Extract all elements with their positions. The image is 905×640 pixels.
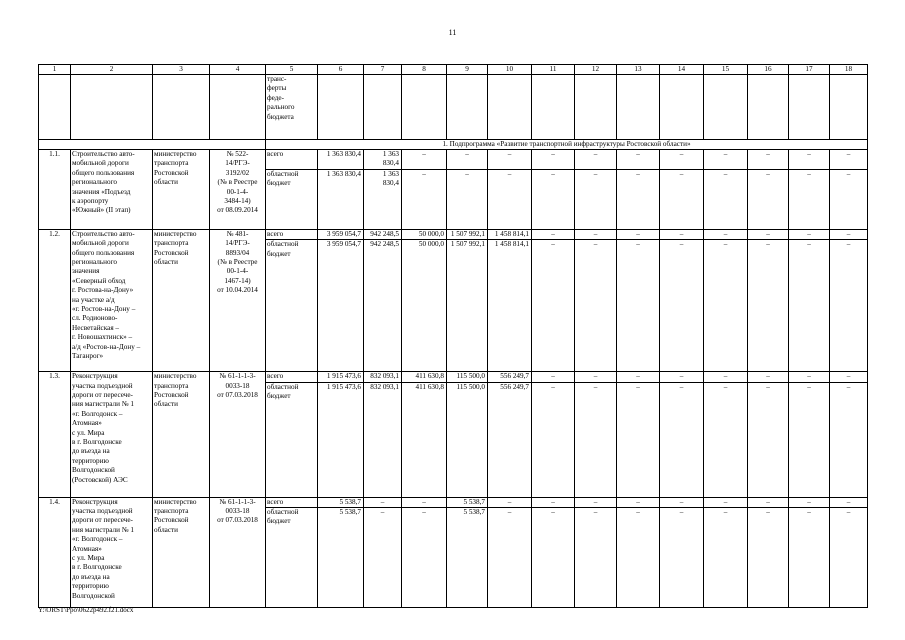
amount-cell: 3 959 054,7 xyxy=(318,240,364,372)
amount-cell: – xyxy=(830,497,868,507)
column-number: 17 xyxy=(789,65,830,75)
amount-cell: 50 000,0 xyxy=(402,229,447,239)
subheader-cell xyxy=(532,75,575,140)
amount-cell: – xyxy=(488,150,532,170)
amount-cell: – xyxy=(660,169,704,229)
amount-cell: – xyxy=(532,150,575,170)
funding-source: всего xyxy=(266,372,318,382)
amount-cell: 1 363 830,4 xyxy=(364,169,402,229)
column-number: 7 xyxy=(364,65,402,75)
amount-cell: – xyxy=(660,150,704,170)
subheader-cell xyxy=(447,75,488,140)
amount-cell: – xyxy=(748,150,789,170)
amount-cell: – xyxy=(488,169,532,229)
subheader-cell xyxy=(660,75,704,140)
subheader-cell: транс- ферты феде- рального бюджета xyxy=(266,75,318,140)
row-number: 1.3. xyxy=(39,372,71,497)
amount-cell: – xyxy=(617,150,660,170)
amount-cell: 1 363 830,4 xyxy=(318,150,364,170)
amount-cell: – xyxy=(830,229,868,239)
amount-cell: – xyxy=(830,382,868,497)
row-number: 1.1. xyxy=(39,150,71,230)
amount-cell: – xyxy=(748,382,789,497)
responsible-org: министерство транспорта Ростовской области xyxy=(153,229,210,371)
amount-cell: – xyxy=(660,229,704,239)
amount-cell: – xyxy=(488,508,532,608)
amount-cell: 1 363 830,4 xyxy=(364,150,402,170)
funding-source: областной бюджет xyxy=(266,169,318,229)
amount-cell: – xyxy=(447,169,488,229)
amount-cell: – xyxy=(532,229,575,239)
amount-cell: 556 249,7 xyxy=(488,372,532,382)
subheader-cell xyxy=(318,75,364,140)
column-number: 9 xyxy=(447,65,488,75)
column-number: 8 xyxy=(402,65,447,75)
amount-cell: 115 500,0 xyxy=(447,382,488,497)
amount-cell: – xyxy=(617,229,660,239)
amount-cell: – xyxy=(617,508,660,608)
header-row xyxy=(39,65,868,75)
table-body xyxy=(39,65,868,608)
amount-cell: – xyxy=(660,240,704,372)
amount-cell: 942 248,5 xyxy=(364,240,402,372)
table-row xyxy=(39,150,868,170)
amount-cell: 3 959 054,7 xyxy=(318,229,364,239)
amount-cell: – xyxy=(748,229,789,239)
amount-cell: 1 915 473,6 xyxy=(318,372,364,382)
amount-cell: – xyxy=(532,372,575,382)
funding-source: областной бюджет xyxy=(266,508,318,608)
amount-cell: – xyxy=(704,372,748,382)
amount-cell: 115 500,0 xyxy=(447,372,488,382)
column-number: 5 xyxy=(266,65,318,75)
amount-cell: – xyxy=(402,150,447,170)
expertise-document: № 481- 14/РГЭ- 8893/04 (№ в Реестре 00-1-4- 1467-14) от 10.04.2014 xyxy=(210,229,266,371)
amount-cell: 942 248,5 xyxy=(364,229,402,239)
amount-cell: – xyxy=(364,497,402,507)
amount-cell: – xyxy=(789,508,830,608)
subheader-cell xyxy=(364,75,402,140)
amount-cell: – xyxy=(532,169,575,229)
subheader-row xyxy=(39,75,868,140)
amount-cell: 5 538,7 xyxy=(447,497,488,507)
amount-cell: 411 630,8 xyxy=(402,372,447,382)
table-row xyxy=(39,229,868,239)
amount-cell: – xyxy=(402,169,447,229)
program-table xyxy=(38,64,868,608)
amount-cell: – xyxy=(617,382,660,497)
expertise-document: № 61-1-1-3- 0033-18 от 07.03.2018 xyxy=(210,372,266,497)
amount-cell: – xyxy=(575,169,617,229)
amount-cell: – xyxy=(617,240,660,372)
column-number: 16 xyxy=(748,65,789,75)
amount-cell: – xyxy=(660,372,704,382)
section-title: 1. Подпрограмма «Развитие транспортной инфраструктуры Ростовской области» xyxy=(266,140,868,150)
subheader-cell xyxy=(704,75,748,140)
amount-cell: – xyxy=(575,382,617,497)
column-number: 6 xyxy=(318,65,364,75)
table-row xyxy=(39,372,868,382)
subheader-cell xyxy=(488,75,532,140)
responsible-org: министерство транспорта Ростовской области xyxy=(153,497,210,607)
amount-cell: – xyxy=(789,150,830,170)
amount-cell: – xyxy=(488,497,532,507)
funding-source: областной бюджет xyxy=(266,382,318,497)
amount-cell: – xyxy=(617,372,660,382)
amount-cell: 5 538,7 xyxy=(318,497,364,507)
amount-cell: – xyxy=(789,497,830,507)
object-name: Реконструкция участка подъездной дороги от пересече- ния магистрали № 1 «г. Волгодонск – Атомная» с ул. Мира в г. Волгодонске до въезда на территорию Волгодонской (Ростовской) АЭС xyxy=(71,372,153,497)
column-number: 14 xyxy=(660,65,704,75)
column-number: 11 xyxy=(532,65,575,75)
expertise-document: № 61-1-1-3- 0033-18 от 07.03.2018 xyxy=(210,497,266,607)
amount-cell: – xyxy=(402,508,447,608)
amount-cell: – xyxy=(617,497,660,507)
expertise-document: № 522- 14/РГЭ- 3192/02 (№ в Реестре 00-1-4- 3484-14) от 08.09.2014 xyxy=(210,150,266,230)
column-number: 18 xyxy=(830,65,868,75)
subheader-cell xyxy=(575,75,617,140)
amount-cell: 5 538,7 xyxy=(318,508,364,608)
amount-cell: 1 458 814,1 xyxy=(488,229,532,239)
file-path-footer: Y:\ORST\Ppo\0622p492.f21.docx xyxy=(38,606,134,614)
amount-cell: – xyxy=(704,382,748,497)
amount-cell: 5 538,7 xyxy=(447,508,488,608)
subheader-cell xyxy=(402,75,447,140)
amount-cell: 1 915 473,6 xyxy=(318,382,364,497)
amount-cell: – xyxy=(532,497,575,507)
amount-cell: 1 363 830,4 xyxy=(318,169,364,229)
page-number: 11 xyxy=(448,28,457,37)
amount-cell: – xyxy=(704,169,748,229)
column-number: 12 xyxy=(575,65,617,75)
amount-cell: 1 507 992,1 xyxy=(447,240,488,372)
amount-cell: – xyxy=(532,508,575,608)
amount-cell: – xyxy=(830,169,868,229)
column-number: 1 xyxy=(39,65,71,75)
column-number: 2 xyxy=(71,65,153,75)
amount-cell: – xyxy=(402,497,447,507)
amount-cell: – xyxy=(575,150,617,170)
amount-cell: – xyxy=(575,240,617,372)
funding-source: всего xyxy=(266,229,318,239)
amount-cell: – xyxy=(364,508,402,608)
amount-cell: – xyxy=(789,229,830,239)
responsible-org: министерство транспорта Ростовской области xyxy=(153,150,210,230)
amount-cell: – xyxy=(789,382,830,497)
table-row xyxy=(39,497,868,507)
column-number: 15 xyxy=(704,65,748,75)
amount-cell: 556 249,7 xyxy=(488,382,532,497)
amount-cell: – xyxy=(575,372,617,382)
amount-cell: – xyxy=(704,508,748,608)
row-number: 1.2. xyxy=(39,229,71,371)
amount-cell: – xyxy=(830,508,868,608)
amount-cell: – xyxy=(789,240,830,372)
amount-cell: – xyxy=(704,150,748,170)
amount-cell: – xyxy=(660,497,704,507)
amount-cell: – xyxy=(532,382,575,497)
object-name: Строительство авто- мобильной дороги общего пользования регионального значения «Подъезд к аэропорту «Южный» (II этап) xyxy=(71,150,153,230)
row-number: 1.4. xyxy=(39,497,71,607)
amount-cell: – xyxy=(660,382,704,497)
amount-cell: – xyxy=(704,240,748,372)
amount-cell: 832 093,1 xyxy=(364,372,402,382)
amount-cell: – xyxy=(617,169,660,229)
subheader-cell xyxy=(617,75,660,140)
subheader-cell xyxy=(39,75,71,140)
subheader-cell xyxy=(210,75,266,140)
amount-cell: 50 000,0 xyxy=(402,240,447,372)
section-row xyxy=(39,140,868,150)
amount-cell: – xyxy=(830,240,868,372)
object-name: Строительство авто- мобильной дороги общего пользования регионального значения «Северный обход г. Ростова-на-Дону» на участке а/д «г. Ростов-на-Дону – сл. Родионово- Несветайская – г. Новошахтинск» – а/д «Ростов-на-Дону – Таганрог» xyxy=(71,229,153,371)
funding-source: областной бюджет xyxy=(266,240,318,372)
subheader-cell xyxy=(830,75,868,140)
amount-cell: – xyxy=(748,240,789,372)
subheader-cell xyxy=(789,75,830,140)
column-number: 13 xyxy=(617,65,660,75)
column-number: 4 xyxy=(210,65,266,75)
responsible-org: министерство транспорта Ростовской области xyxy=(153,372,210,497)
amount-cell: – xyxy=(748,508,789,608)
amount-cell: – xyxy=(789,372,830,382)
subheader-cell xyxy=(71,75,153,140)
amount-cell: – xyxy=(660,508,704,608)
section-spacer xyxy=(39,140,266,150)
amount-cell: – xyxy=(532,240,575,372)
subheader-cell xyxy=(748,75,789,140)
column-number: 10 xyxy=(488,65,532,75)
subheader-cell xyxy=(153,75,210,140)
amount-cell: – xyxy=(748,372,789,382)
amount-cell: 1 507 992,1 xyxy=(447,229,488,239)
amount-cell: – xyxy=(830,150,868,170)
amount-cell: – xyxy=(830,372,868,382)
amount-cell: 411 630,8 xyxy=(402,382,447,497)
amount-cell: – xyxy=(789,169,830,229)
object-name: Реконструкция участка подъездной дороги от пересече- ния магистрали № 1 «г. Волгодонск – Атомная» с ул. Мира в г. Волгодонске до въезда на территорию Волгодонской xyxy=(71,497,153,607)
amount-cell: – xyxy=(447,150,488,170)
amount-cell: – xyxy=(575,497,617,507)
amount-cell: – xyxy=(704,497,748,507)
amount-cell: – xyxy=(575,229,617,239)
amount-cell: – xyxy=(704,229,748,239)
amount-cell: 1 458 814,1 xyxy=(488,240,532,372)
column-number: 3 xyxy=(153,65,210,75)
amount-cell: – xyxy=(575,508,617,608)
amount-cell: – xyxy=(748,497,789,507)
funding-source: всего xyxy=(266,150,318,170)
funding-source: всего xyxy=(266,497,318,507)
amount-cell: – xyxy=(748,169,789,229)
amount-cell: 832 093,1 xyxy=(364,382,402,497)
